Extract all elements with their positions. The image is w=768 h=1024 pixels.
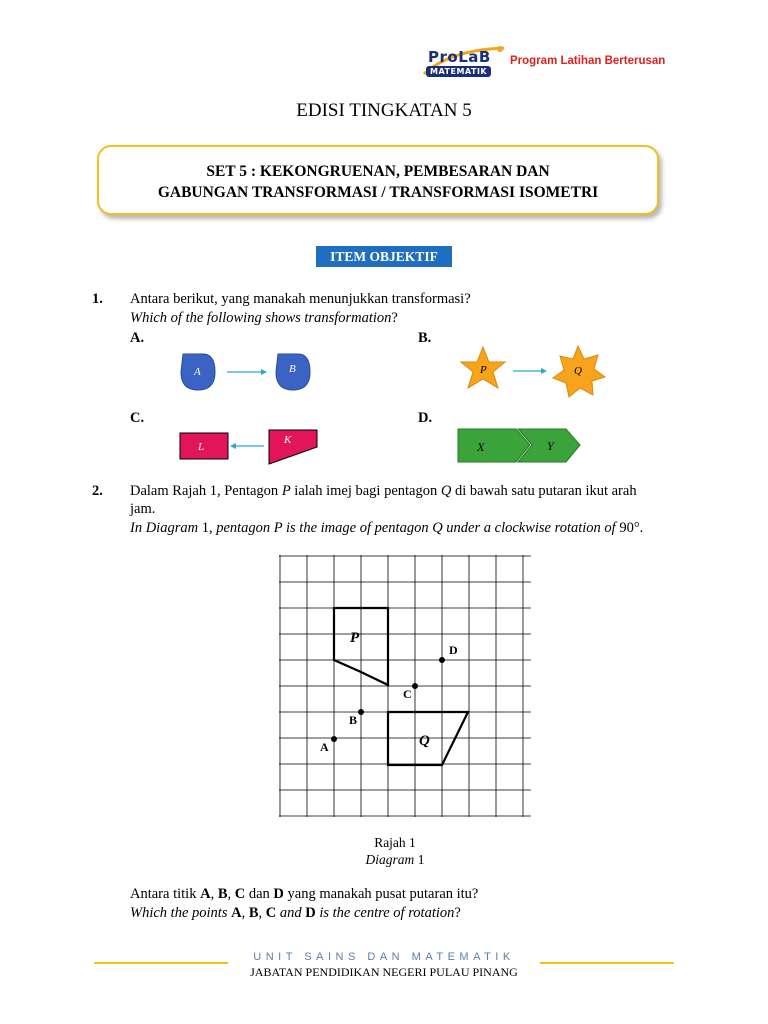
q2-text-ms-p: P bbox=[281, 483, 291, 499]
point-a-label: A bbox=[320, 740, 329, 754]
shape-l-label: L bbox=[198, 441, 205, 453]
section-badge: ITEM OBJEKTIF bbox=[316, 246, 452, 267]
q1-text-ms: Antara berikut, yang manakah menunjukkan transformasi? bbox=[130, 291, 471, 307]
diagram-caption-ms: Rajah 1 bbox=[374, 835, 416, 850]
q1-number: 1. bbox=[92, 291, 103, 307]
q2-text-en-a: In Diagram bbox=[130, 520, 202, 536]
q1-text-en bbox=[130, 309, 398, 327]
q1-option-b-letter: B. bbox=[418, 330, 432, 346]
tagline: Program Latihan Berterusan bbox=[510, 55, 666, 67]
diagram-caption-en-a: Diagram bbox=[365, 852, 415, 867]
q2-ask-ms bbox=[130, 885, 478, 903]
point-a bbox=[331, 736, 337, 742]
q1-option-a-letter: A. bbox=[130, 330, 145, 346]
diagram-caption-en-b: 1 bbox=[414, 852, 425, 867]
q2-ask-ms-2: , bbox=[210, 886, 218, 902]
diagram-caption-en bbox=[0, 851, 768, 869]
q1-text-en-main: Which of the following shows transformation bbox=[130, 310, 392, 326]
footer-department: JABATAN PENDIDIKAN NEGERI PULAU PINANG bbox=[250, 965, 518, 979]
q2-ask-en-8: is the centre of rotation bbox=[315, 905, 455, 921]
q1-option-b-figure bbox=[455, 344, 610, 400]
q1-option-d-figure bbox=[456, 427, 586, 467]
q2-ask-ms-5: C bbox=[234, 886, 246, 902]
set-title-line-2: GABUNGAN TRANSFORMASI / TRANSFORMASI ISOMETRI bbox=[157, 184, 599, 201]
q2-text-ms bbox=[130, 482, 680, 500]
q2-text-ms-q: Q bbox=[440, 483, 452, 499]
q2-ask-ms-4: , bbox=[227, 886, 235, 902]
logo-subtitle: MATEMATIK bbox=[426, 66, 491, 77]
edition-title: EDISI TINGKATAN 5 bbox=[296, 100, 472, 121]
q2-ask-ms-6: dan bbox=[245, 886, 274, 902]
q2-text-en bbox=[130, 519, 690, 537]
shape-x-label: X bbox=[477, 440, 485, 454]
point-d-label: D bbox=[449, 643, 458, 657]
pentagon-q-label: Q bbox=[419, 733, 430, 749]
rajah-1-diagram bbox=[279, 555, 531, 817]
q2-ask-en-3: B bbox=[248, 905, 259, 921]
q2-text-en-deg: 90°. bbox=[619, 520, 644, 536]
q2-ask-ms-7: D bbox=[273, 886, 284, 902]
q2-text-ms-end: jam. bbox=[130, 501, 156, 517]
q2-ask-en-5: C bbox=[265, 905, 277, 921]
shape-a-label: A bbox=[194, 366, 201, 378]
set-title-box bbox=[97, 145, 659, 215]
arrow-c-head bbox=[230, 443, 236, 449]
q2-ask-en-9: ? bbox=[454, 905, 461, 921]
shape-p-label: P bbox=[480, 364, 487, 376]
q1-text-en-end: ? bbox=[391, 310, 398, 326]
point-d bbox=[439, 657, 445, 663]
q2-ask-ms-0: Antara titik bbox=[130, 886, 201, 902]
q2-ask-en bbox=[130, 904, 461, 922]
q2-ask-en-1: A bbox=[231, 905, 242, 921]
q2-text-en-b: , pentagon P is the image of pentagon Q under a clockwise rotation of bbox=[208, 520, 620, 536]
pentagon-p-label: P bbox=[350, 630, 360, 646]
footer-unit: UNIT SAINS DAN MATEMATIK bbox=[253, 951, 515, 963]
shape-k bbox=[269, 430, 317, 464]
q2-ask-en-4: , bbox=[258, 905, 266, 921]
q2-text-ms-a: Dalam Rajah 1, Pentagon bbox=[130, 483, 282, 499]
q1-option-d-letter: D. bbox=[418, 410, 433, 426]
q1-option-c-letter: C. bbox=[130, 410, 145, 426]
point-b-label: B bbox=[349, 713, 358, 727]
shape-k-label: K bbox=[284, 434, 292, 446]
q2-text-en-num: 1 bbox=[201, 520, 209, 536]
q2-text-ms-c: di bawah satu putaran ikut arah bbox=[451, 483, 637, 499]
q2-ask-en-2: , bbox=[241, 905, 249, 921]
point-c bbox=[412, 683, 418, 689]
q2-ask-en-6: and bbox=[276, 905, 306, 921]
shape-b-label: B bbox=[289, 363, 296, 375]
point-c-label: C bbox=[403, 687, 412, 701]
q2-ask-en-7: D bbox=[305, 905, 316, 921]
arrow-a-head bbox=[261, 369, 267, 375]
point-b bbox=[358, 709, 364, 715]
logo-title: ProLaB bbox=[428, 48, 491, 66]
q2-text-ms-b: ialah imej bagi pentagon bbox=[290, 483, 441, 499]
q2-ask-ms-1: A bbox=[200, 886, 211, 902]
q2-number: 2. bbox=[92, 483, 103, 499]
grid bbox=[279, 555, 531, 817]
shape-x bbox=[458, 429, 530, 462]
q1-option-c-figure bbox=[176, 426, 326, 466]
q1-option-a-figure bbox=[175, 350, 325, 395]
arrow-b-head bbox=[541, 368, 547, 374]
shape-q-label: Q bbox=[574, 365, 582, 377]
q2-ask-ms-3: B bbox=[217, 886, 228, 902]
shape-y-label: Y bbox=[547, 439, 554, 453]
prolab-logo bbox=[420, 42, 512, 86]
q2-ask-ms-8: yang manakah pusat putaran itu? bbox=[283, 886, 479, 902]
set-title-line-1: SET 5 : KEKONGRUENAN, PEMBESARAN DAN bbox=[206, 163, 550, 180]
q2-ask-en-0: Which the points bbox=[130, 905, 232, 921]
